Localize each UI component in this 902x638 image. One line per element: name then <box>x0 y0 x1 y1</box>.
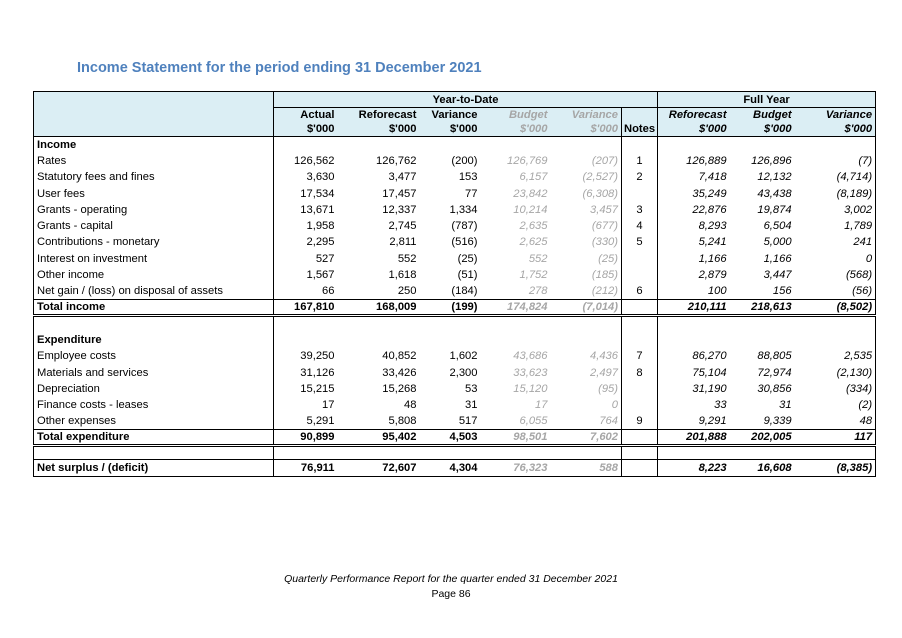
value-cell: 4,503 <box>420 430 481 446</box>
value-cell: (212) <box>591 285 618 298</box>
value-cell <box>730 316 795 332</box>
value-cell: 31 <box>465 399 478 412</box>
value-cell <box>481 316 551 332</box>
value-cell: 95,402 <box>338 430 420 446</box>
value-cell <box>795 137 876 153</box>
value-cell: 31 <box>779 399 792 412</box>
column-header-row <box>34 108 876 137</box>
value-cell: 202,005 <box>730 430 795 446</box>
value-cell: 7,602 <box>551 430 622 446</box>
column-header-line1: Variance <box>571 109 618 121</box>
column-header-line1 <box>622 108 657 122</box>
value-cell: 1,166 <box>658 251 730 267</box>
value-cell: 8,293 <box>658 218 730 234</box>
column-header-line2: Notes <box>623 123 656 135</box>
value-cell: 15,120 <box>513 382 548 395</box>
value-cell: 17 <box>322 399 335 412</box>
value-cell: 8,223 <box>658 460 730 476</box>
value-cell <box>274 137 338 153</box>
total-expenditure-row <box>34 430 876 446</box>
value-cell: (2) <box>795 397 876 413</box>
value-cell: 35,249 <box>658 185 730 201</box>
value-cell <box>551 446 622 460</box>
row-label: Other income <box>34 267 274 283</box>
income-row <box>34 251 876 267</box>
value-cell: (330) <box>591 236 618 249</box>
value-cell <box>420 137 481 153</box>
column-header-line2: $'000 <box>764 123 792 135</box>
value-cell: 10,214 <box>513 203 548 216</box>
value-cell: (516) <box>451 236 478 249</box>
value-cell: 126,762 <box>376 154 417 167</box>
value-cell: 7,418 <box>658 169 730 185</box>
notes-cell: 7 <box>622 348 658 364</box>
value-cell <box>795 332 876 348</box>
value-cell: 12,337 <box>382 203 417 216</box>
notes-cell: 4 <box>622 218 658 234</box>
value-cell: 5,000 <box>763 236 792 249</box>
notes-cell <box>622 446 658 460</box>
value-cell: 15,268 <box>382 382 417 395</box>
value-cell: (25) <box>598 252 618 265</box>
row-label: Net gain / (loss) on disposal of assets <box>34 283 274 299</box>
footer-report-title: Quarterly Performance Report for the quarter ended 31 December 2021 <box>284 573 618 585</box>
footer-page-number: Page 86 <box>431 588 471 600</box>
value-cell: 3,630 <box>306 171 335 184</box>
value-cell: (7,014) <box>551 299 622 315</box>
value-cell: 6,157 <box>519 171 548 184</box>
value-cell: 86,270 <box>658 348 730 364</box>
notes-cell <box>622 397 658 413</box>
value-cell <box>338 137 420 153</box>
value-cell <box>338 332 420 348</box>
value-cell: (677) <box>591 220 618 233</box>
value-cell: 1,567 <box>306 269 335 282</box>
value-cell: 48 <box>795 413 876 429</box>
value-cell: 1,789 <box>795 218 876 234</box>
value-cell: (7) <box>795 153 876 169</box>
value-cell: 117 <box>795 430 876 446</box>
value-cell: 588 <box>551 460 622 476</box>
value-cell: (2,527) <box>582 171 618 184</box>
column-header-line2: $'000 <box>306 123 335 135</box>
value-cell: 201,888 <box>658 430 730 446</box>
value-cell: 174,824 <box>481 299 551 315</box>
row-label: Contributions - monetary <box>34 234 274 250</box>
total-income-row <box>34 299 876 315</box>
column-header-line2: $'000 <box>844 123 873 135</box>
row-label: Interest on investment <box>34 251 274 267</box>
expenditure-row <box>34 381 876 397</box>
income-row <box>34 234 876 250</box>
income-row <box>34 202 876 218</box>
value-cell <box>481 332 551 348</box>
value-cell: 75,104 <box>658 364 730 380</box>
notes-cell <box>622 137 658 153</box>
row-label: Finance costs - leases <box>34 397 274 413</box>
value-cell: 527 <box>315 252 335 265</box>
value-cell: 31,126 <box>300 366 335 379</box>
value-cell: 6,055 <box>519 415 548 428</box>
value-cell: (95) <box>598 382 618 395</box>
value-cell <box>730 446 795 460</box>
income-row <box>34 153 876 169</box>
value-cell: 53 <box>465 382 478 395</box>
value-cell: (200) <box>451 154 478 167</box>
value-cell: 76,323 <box>481 460 551 476</box>
header-group-row <box>34 92 876 108</box>
section-heading-income <box>34 137 876 153</box>
value-cell: 278 <box>528 285 548 298</box>
value-cell: 552 <box>397 252 417 265</box>
row-label: Employee costs <box>34 348 274 364</box>
value-cell: 2,300 <box>449 366 478 379</box>
column-header-line2: $'000 <box>590 123 618 135</box>
row-label: Total income <box>34 299 274 315</box>
value-cell: 66 <box>322 285 335 298</box>
value-cell: 30,856 <box>757 382 792 395</box>
value-cell: 98,501 <box>481 430 551 446</box>
row-label: Net surplus / (deficit) <box>34 460 274 476</box>
value-cell: 23,842 <box>513 187 548 200</box>
value-cell: 517 <box>458 415 478 428</box>
notes-cell <box>622 251 658 267</box>
notes-cell <box>622 316 658 332</box>
value-cell: 5,808 <box>388 415 417 428</box>
value-cell: 126,769 <box>507 154 548 167</box>
expenditure-row <box>34 397 876 413</box>
value-cell: 9,291 <box>658 413 730 429</box>
value-cell: 9,339 <box>763 415 792 428</box>
value-cell: 90,899 <box>274 430 338 446</box>
income-row <box>34 169 876 185</box>
value-cell: 241 <box>795 234 876 250</box>
value-cell <box>338 316 420 332</box>
spacer-row <box>34 446 876 460</box>
value-cell: 3,002 <box>795 202 876 218</box>
value-cell: 40,852 <box>382 350 417 363</box>
value-cell: 76,911 <box>274 460 338 476</box>
value-cell: (2,130) <box>795 364 876 380</box>
value-cell: 2,745 <box>388 220 417 233</box>
value-cell <box>274 316 338 332</box>
value-cell: 764 <box>599 415 618 428</box>
value-cell: 1,334 <box>449 203 478 216</box>
value-cell <box>658 332 730 348</box>
value-cell <box>481 446 551 460</box>
notes-cell: 5 <box>622 234 658 250</box>
value-cell: 4,304 <box>420 460 481 476</box>
value-cell <box>274 446 338 460</box>
net-surplus-row <box>34 460 876 476</box>
value-cell <box>730 332 795 348</box>
notes-cell <box>622 299 658 315</box>
notes-cell <box>622 381 658 397</box>
column-header <box>420 108 481 137</box>
value-cell: (25) <box>457 252 478 265</box>
value-cell: 2,811 <box>389 236 417 249</box>
value-cell: (8,385) <box>795 460 876 476</box>
column-header-line2: $'000 <box>519 123 548 135</box>
value-cell: 72,974 <box>757 366 792 379</box>
ytd-header: Year-to-Date <box>274 92 658 108</box>
notes-cell: 1 <box>622 153 658 169</box>
value-cell: (8,189) <box>795 185 876 201</box>
value-cell <box>658 316 730 332</box>
value-cell: 39,250 <box>300 350 335 363</box>
value-cell: (568) <box>795 267 876 283</box>
column-header-line2: $'000 <box>449 123 478 135</box>
value-cell: 3,447 <box>763 269 792 282</box>
value-cell: 1,602 <box>449 350 478 363</box>
row-label: Expenditure <box>34 332 274 348</box>
value-cell: 126,562 <box>294 154 335 167</box>
value-cell: 153 <box>458 171 478 184</box>
row-label: Total expenditure <box>34 430 274 446</box>
notes-cell <box>622 267 658 283</box>
value-cell: 1,166 <box>763 252 792 265</box>
column-header-line1: Budget <box>508 109 548 121</box>
value-cell: 6,504 <box>763 220 792 233</box>
value-cell: (51) <box>457 269 478 282</box>
column-header <box>730 108 795 137</box>
value-cell: (4,714) <box>795 169 876 185</box>
row-label: Grants - capital <box>34 218 274 234</box>
notes-cell: 8 <box>622 364 658 380</box>
income-statement-table <box>33 91 876 477</box>
column-header <box>795 108 876 137</box>
value-cell: 0 <box>795 251 876 267</box>
value-cell: (207) <box>591 154 618 167</box>
column-header-line1: Variance <box>825 109 873 121</box>
column-header <box>338 108 420 137</box>
row-label <box>34 446 274 460</box>
value-cell: 2,535 <box>795 348 876 364</box>
column-header-line1: Budget <box>753 109 792 121</box>
column-header-line2: $'000 <box>699 123 727 135</box>
notes-cell <box>622 185 658 201</box>
value-cell: 1,752 <box>519 269 548 282</box>
value-cell: 210,111 <box>658 299 730 315</box>
value-cell: 22,876 <box>658 202 730 218</box>
value-cell <box>420 316 481 332</box>
column-header <box>274 108 338 137</box>
section-heading-expenditure <box>34 332 876 348</box>
value-cell: 168,009 <box>338 299 420 315</box>
value-cell: 250 <box>397 285 417 298</box>
value-cell: 17,534 <box>300 187 335 200</box>
column-header <box>622 108 658 137</box>
column-header-line1: Variance <box>431 109 478 121</box>
value-cell: 33,623 <box>513 366 548 379</box>
value-cell <box>274 332 338 348</box>
value-cell: 3,457 <box>590 203 618 216</box>
value-cell: 33,426 <box>382 366 417 379</box>
value-cell: 2,879 <box>658 267 730 283</box>
header-blank <box>34 108 274 137</box>
row-label: Statutory fees and fines <box>34 169 274 185</box>
value-cell: (8,502) <box>795 299 876 315</box>
value-cell: 1,618 <box>388 269 417 282</box>
value-cell <box>338 446 420 460</box>
value-cell: 2,497 <box>590 366 618 379</box>
value-cell: 100 <box>658 283 730 299</box>
value-cell: 88,805 <box>757 350 792 363</box>
value-cell: 31,190 <box>658 381 730 397</box>
value-cell: (787) <box>451 220 478 233</box>
value-cell: (185) <box>591 269 618 282</box>
row-label: Rates <box>34 153 274 169</box>
column-header <box>658 108 730 137</box>
value-cell <box>658 137 730 153</box>
value-cell <box>551 332 622 348</box>
page-title: Income Statement for the period ending 31 December 2021 <box>77 60 482 76</box>
value-cell <box>658 446 730 460</box>
notes-cell <box>622 332 658 348</box>
income-row <box>34 283 876 299</box>
value-cell: 552 <box>528 252 548 265</box>
notes-cell <box>622 430 658 446</box>
value-cell: 12,132 <box>757 171 792 184</box>
column-header-line2: $'000 <box>388 123 417 135</box>
column-header <box>481 108 551 137</box>
value-cell: 156 <box>772 285 792 298</box>
value-cell: 126,896 <box>751 154 792 167</box>
value-cell: 0 <box>611 399 618 412</box>
notes-cell: 6 <box>622 283 658 299</box>
value-cell <box>551 137 622 153</box>
value-cell <box>795 446 876 460</box>
value-cell: 4,436 <box>590 350 618 363</box>
value-cell: 167,810 <box>274 299 338 315</box>
row-label <box>34 316 274 332</box>
value-cell: 17,457 <box>382 187 417 200</box>
value-cell: 43,686 <box>513 350 548 363</box>
value-cell: 48 <box>404 399 417 412</box>
value-cell: 5,291 <box>306 415 335 428</box>
expenditure-row <box>34 364 876 380</box>
value-cell: 17 <box>535 399 548 412</box>
column-header-line1: Reforecast <box>358 109 417 121</box>
expenditure-row <box>34 413 876 429</box>
value-cell: 126,889 <box>658 153 730 169</box>
column-header-line1: Actual <box>300 109 335 121</box>
value-cell: 72,607 <box>338 460 420 476</box>
row-label: Materials and services <box>34 364 274 380</box>
value-cell: 3,477 <box>388 171 417 184</box>
column-header <box>551 108 622 137</box>
row-label: Depreciation <box>34 381 274 397</box>
notes-cell: 3 <box>622 202 658 218</box>
value-cell: 1,958 <box>306 220 335 233</box>
income-row <box>34 267 876 283</box>
value-cell: 2,295 <box>306 236 335 249</box>
value-cell: (56) <box>795 283 876 299</box>
value-cell: 13,671 <box>300 203 335 216</box>
row-label: User fees <box>34 185 274 201</box>
income-row <box>34 218 876 234</box>
value-cell: 15,215 <box>300 382 335 395</box>
value-cell: 2,625 <box>519 236 548 249</box>
value-cell <box>795 316 876 332</box>
value-cell <box>481 137 551 153</box>
expenditure-row <box>34 348 876 364</box>
value-cell: 77 <box>465 187 478 200</box>
value-cell <box>551 316 622 332</box>
value-cell: 33 <box>658 397 730 413</box>
value-cell: 19,874 <box>757 203 792 216</box>
spacer-row <box>34 316 876 332</box>
value-cell: (6,308) <box>582 187 618 200</box>
row-label: Other expenses <box>34 413 274 429</box>
value-cell <box>420 446 481 460</box>
value-cell: 5,241 <box>658 234 730 250</box>
notes-cell: 9 <box>622 413 658 429</box>
value-cell: 2,635 <box>519 220 548 233</box>
value-cell: (184) <box>451 285 478 298</box>
notes-cell: 2 <box>622 169 658 185</box>
value-cell <box>420 332 481 348</box>
value-cell: 43,438 <box>757 187 792 200</box>
notes-cell <box>622 460 658 476</box>
value-cell: (199) <box>420 299 481 315</box>
column-header-line1: Reforecast <box>668 109 727 121</box>
value-cell: (334) <box>795 381 876 397</box>
income-row <box>34 185 876 201</box>
value-cell <box>730 137 795 153</box>
row-label: Income <box>34 137 274 153</box>
row-label: Grants - operating <box>34 202 274 218</box>
value-cell: 218,613 <box>730 299 795 315</box>
full-year-header: Full Year <box>658 92 876 108</box>
value-cell: 16,608 <box>730 460 795 476</box>
